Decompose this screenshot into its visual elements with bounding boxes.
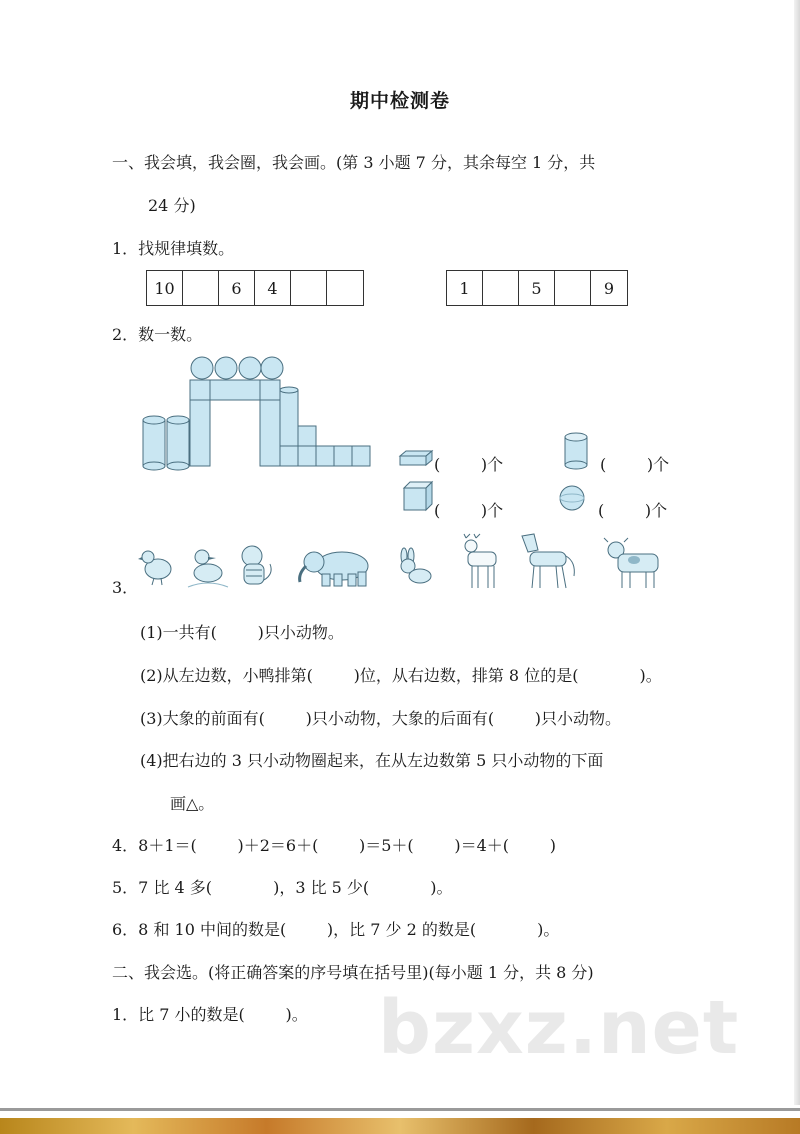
sequence-box-1 [146,270,364,306]
seq1-cell: 6 [219,271,255,305]
cube-icon [402,480,434,512]
elephant-icon [292,544,378,588]
decorative-strip [0,1118,800,1134]
chicken-icon [138,545,176,587]
seq2-cell: 1 [447,271,483,305]
seq2-cell: 9 [603,278,615,298]
seq1-cell-blank[interactable] [183,271,219,305]
rabbit-icon [396,548,434,586]
seq1-cell-blank[interactable] [327,271,363,305]
q3-part1: (1)一共有( )只小动物。 [140,623,344,642]
section1-header-cont: 24 分) [148,196,196,215]
q5-compare: 5．7 比 4 多( )，3 比 5 少( )。 [112,878,453,897]
q3-part2: (2)从左边数，小鸭排第( )位，从右边数，排第 8 位的是( )。 [140,666,662,685]
q1-label: 1．找规律填数。 [112,239,235,258]
section1-header: 一、我会填，我会圈，我会画。(第 3 小题 7 分，其余每空 1 分，共 [112,153,596,172]
sphere-icon [558,484,586,512]
cylinder-icon [563,432,589,470]
seq2-cell-blank[interactable] [555,271,591,305]
cow-icon [604,538,664,590]
cylinder-count[interactable]: ( )个 [600,455,670,474]
q3-part4-cont: 画△。 [170,794,215,813]
tiger-icon [236,544,278,588]
page-edge [794,0,800,1105]
cube-count[interactable]: ( )个 [434,501,504,520]
q6-between: 6．8 和 10 中间的数是( )，比 7 少 2 的数是( )。 [112,920,560,939]
q4-equation: 4．8＋1＝( )＋2＝6＋( )＝5＋( )＝4＋( ) [112,836,556,855]
duck-icon [186,545,230,589]
seq1-cell: 4 [255,271,291,305]
q3-part3: (3)大象的前面有( )只小动物，大象的后面有( )只小动物。 [140,709,622,728]
seq1-cell: 10 [147,271,183,305]
q3-part4: (4)把右边的 3 只小动物圈起来，在从左边数第 5 只小动物的下面 [140,751,604,770]
page-bottom-divider [0,1108,800,1111]
section2-header: 二、我会选。(将正确答案的序号填在括号里)(每小题 1 分，共 8 分) [112,963,594,982]
watermark-text: bzxz.net [378,985,740,1071]
seq1-cell-blank[interactable] [291,271,327,305]
page-title: 期中检测卷 [349,90,450,112]
sequence-box-2 [446,270,628,306]
q3-number: 3． [112,578,139,597]
section2-q1: 1．比 7 小的数是( )。 [112,1005,308,1024]
block-structure-illustration [140,350,380,470]
seq2-cell-blank[interactable] [483,271,519,305]
seq2-cell: 5 [519,271,555,305]
cuboid-count[interactable]: ( )个 [434,455,504,474]
deer-icon [456,534,502,590]
cuboid-icon [398,448,434,468]
q2-label: 2．数一数。 [112,325,203,344]
sphere-count[interactable]: ( )个 [598,501,668,520]
horse-icon [514,532,578,590]
